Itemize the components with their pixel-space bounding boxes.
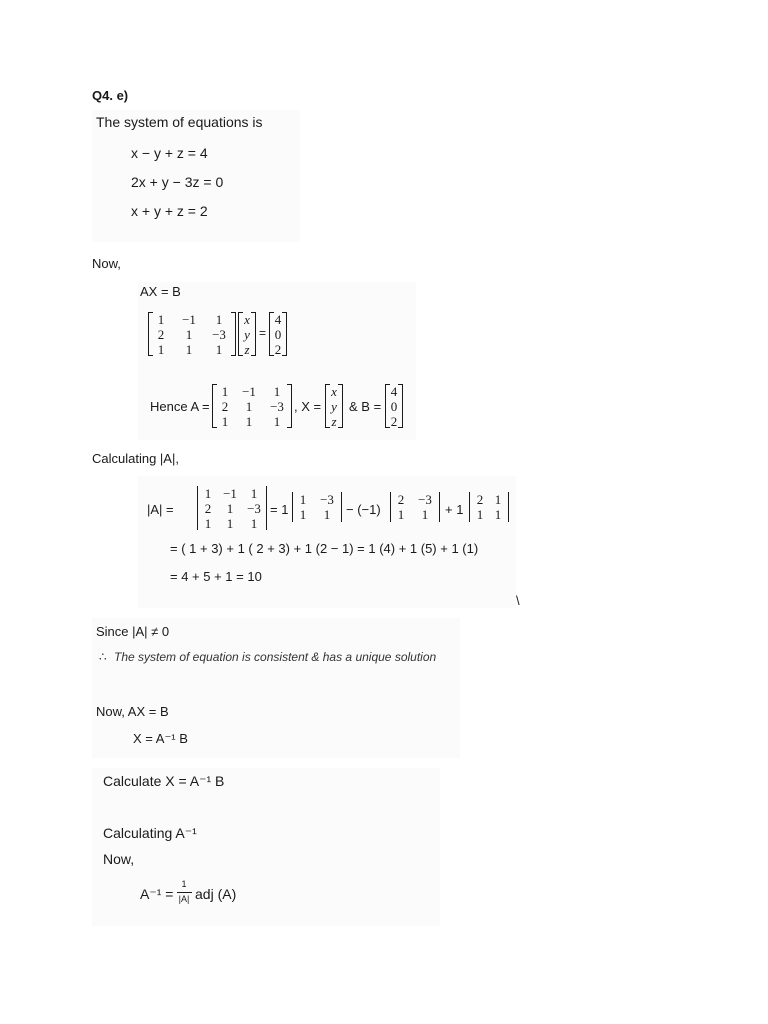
now-ax-b: Now, AX = B — [96, 704, 169, 719]
minor-2 — [390, 492, 440, 522]
matrix-a-cell: 1 — [273, 414, 281, 429]
hence-vector-b — [385, 384, 403, 428]
ax-eq-b: AX = B — [140, 284, 181, 299]
vector-x-cell: x — [244, 312, 250, 327]
vector-b-cell: 0 — [390, 399, 398, 414]
expansion-mid: − (−1) — [346, 502, 381, 517]
matrix-a-cell: −1 — [242, 384, 256, 399]
det-cell: 1 — [250, 516, 258, 531]
calc-inverse-label: Calculating A⁻¹ — [103, 825, 197, 841]
det-cell: 1 — [204, 516, 212, 531]
matrix-a-cell: 1 — [273, 384, 281, 399]
minor-cell: −3 — [320, 492, 334, 507]
minor-cell: 1 — [494, 492, 502, 507]
minor-3 — [469, 492, 509, 522]
vector-b-cell: 0 — [274, 327, 282, 342]
matrix-a-cell: −1 — [182, 312, 196, 327]
matrix-a-cell: 1 — [157, 312, 165, 327]
question-label: Q4. e) — [92, 88, 129, 103]
det-cell: 1 — [226, 501, 234, 516]
minor-cell: 1 — [494, 507, 502, 522]
now-label: Now, — [92, 256, 121, 271]
equation-1: x − y + z = 4 — [131, 145, 208, 161]
conclusion-line — [99, 650, 436, 664]
intro-text: The system of equations is — [96, 114, 263, 130]
vector-b-cell: 2 — [274, 342, 282, 357]
minor-cell: 2 — [397, 492, 405, 507]
det-step-2: = 4 + 5 + 1 = 10 — [170, 569, 262, 584]
calculate-x-label: Calculate X = A⁻¹ B — [103, 773, 225, 789]
stray-mark: \ — [516, 593, 520, 608]
calc-det-label: Calculating |A|, — [92, 451, 179, 466]
x-label: , X = — [294, 399, 322, 414]
minor-1 — [292, 492, 342, 522]
matrix-a-cell: 1 — [215, 342, 223, 357]
minor-cell: 1 — [299, 492, 307, 507]
matrix-a-cell: 1 — [245, 399, 253, 414]
expansion-plus: + 1 — [445, 502, 464, 517]
matrix-a-cell: 2 — [221, 399, 229, 414]
adj-text: adj (A) — [195, 886, 237, 902]
vector-x-cell: z — [244, 342, 250, 357]
matrix-a-cell: 1 — [245, 414, 253, 429]
x-inverse-eq: X = A⁻¹ B — [133, 731, 188, 746]
minor-cell: 1 — [323, 507, 331, 522]
det-matrix — [197, 486, 267, 530]
matrix-a-cell: 2 — [157, 327, 165, 342]
expansion-eq1: = 1 — [270, 502, 289, 517]
hence-label: Hence A = — [150, 399, 210, 414]
matrix-a — [148, 312, 236, 356]
vector-x — [238, 312, 256, 356]
fraction-numerator: 1 — [181, 879, 187, 889]
fraction-denominator: |A| — [178, 894, 190, 904]
fraction-bar — [177, 892, 192, 893]
det-cell: 1 — [250, 486, 258, 501]
det-cell: 2 — [204, 501, 212, 516]
equation-2: 2x + y − 3z = 0 — [131, 174, 224, 190]
vector-b — [269, 312, 287, 356]
matrix-a-cell: −3 — [270, 399, 284, 414]
minor-cell: 1 — [299, 507, 307, 522]
det-cell: 1 — [204, 486, 212, 501]
det-cell: 1 — [226, 516, 234, 531]
since-label: Since |A| ≠ 0 — [96, 624, 170, 639]
minor-cell: −3 — [418, 492, 432, 507]
det-cell: −3 — [247, 501, 261, 516]
hence-matrix-a — [212, 384, 292, 428]
matrix-a-cell: 1 — [157, 342, 165, 357]
vector-x-cell: z — [331, 414, 337, 429]
matrix-a-cell: 1 — [185, 327, 193, 342]
b-label: & B = — [349, 399, 382, 414]
det-cell: −1 — [223, 486, 237, 501]
det-step-1: = ( 1 + 3) + 1 ( 2 + 3) + 1 (2 − 1) = 1 (4) + 1 (5) + 1 (1) — [170, 541, 479, 556]
conclusion-text: The system of equation is consistent & has a unique solution — [113, 650, 437, 664]
matrix-a-cell: −3 — [212, 327, 226, 342]
hence-vector-x — [325, 384, 343, 428]
minor-cell: 1 — [397, 507, 405, 522]
vector-x-cell: x — [331, 384, 337, 399]
matrix-a-cell: 1 — [215, 312, 223, 327]
vector-x-cell: y — [331, 399, 337, 414]
vector-b-cell: 4 — [274, 312, 282, 327]
equals-sign: = — [259, 326, 267, 340]
vector-b-cell: 4 — [390, 384, 398, 399]
minor-cell: 2 — [476, 492, 484, 507]
matrix-a-cell: 1 — [185, 342, 193, 357]
minor-cell: 1 — [476, 507, 484, 522]
therefore-symbol: ∴ — [99, 650, 107, 664]
minor-cell: 1 — [421, 507, 429, 522]
vector-b-cell: 2 — [390, 414, 398, 429]
now-label-2: Now, — [103, 851, 135, 867]
inverse-lhs: A⁻¹ = — [140, 886, 174, 902]
vector-x-cell: y — [244, 327, 250, 342]
matrix-a-cell: 1 — [221, 384, 229, 399]
det-label: |A| = — [147, 502, 174, 517]
matrix-a-cell: 1 — [221, 414, 229, 429]
equation-3: x + y + z = 2 — [131, 203, 208, 219]
